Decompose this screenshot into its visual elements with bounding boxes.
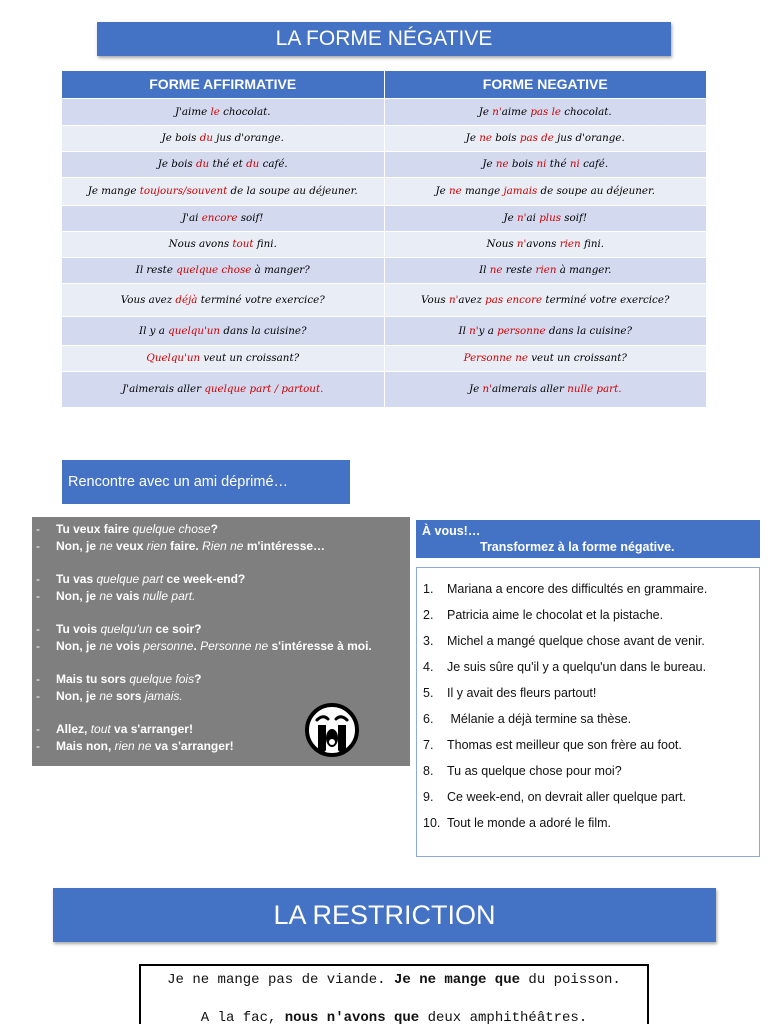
text-segment: J'ai — [182, 212, 202, 224]
item-number: 7. — [423, 738, 434, 752]
text-segment: le — [210, 105, 220, 118]
text-segment: quelque chose — [132, 522, 211, 536]
dialog-line — [32, 588, 402, 605]
text-segment: Je — [465, 132, 480, 144]
table-row — [62, 345, 706, 371]
text-segment: toujours/souvent — [139, 185, 228, 197]
text-segment: Non, je — [56, 639, 100, 653]
dialog-line — [32, 538, 402, 555]
text-segment: rien ne — [114, 739, 152, 753]
text-segment: bois — [508, 158, 537, 170]
text-segment: à manger. — [556, 264, 612, 276]
text-segment: ai — [526, 212, 540, 224]
list-item — [423, 786, 759, 812]
dialog-line — [32, 638, 402, 655]
text-segment: aime — [501, 105, 531, 118]
text-segment: Je ne mange pas de viande. — [167, 972, 394, 988]
text-segment: ce week-end? — [163, 572, 246, 586]
text-segment: . — [193, 639, 201, 653]
text-segment: fini. — [253, 238, 277, 250]
text-segment: chocolat. — [561, 105, 612, 118]
text-segment: Mais non, — [56, 739, 115, 753]
affirmative-cell — [62, 177, 384, 205]
exercise-header — [416, 520, 760, 558]
text-segment: Personne ne — [200, 639, 269, 653]
item-number: 9. — [423, 790, 434, 804]
exercise-list — [416, 567, 760, 857]
text-segment: A la fac, — [200, 1010, 285, 1024]
text-segment: ni — [569, 158, 580, 170]
text-segment: café. — [259, 158, 288, 170]
item-text: Michel a mangé quelque chose avant de venir. — [447, 634, 705, 648]
text-segment: nous n'avons que — [284, 1010, 420, 1024]
table-row — [62, 98, 706, 125]
text-segment: rien — [146, 539, 167, 553]
text-segment: m'intéresse… — [243, 539, 326, 553]
item-text: Mélanie a déjà termine sa thèse. — [447, 712, 632, 726]
affirmative-cell — [62, 283, 384, 316]
text-segment: fini. — [580, 238, 605, 250]
text-segment: J'aime — [174, 105, 211, 118]
affirmative-cell — [62, 98, 384, 125]
text-segment: n' — [469, 324, 479, 337]
text-segment: ? — [194, 672, 202, 686]
text-segment: Rien ne — [202, 539, 244, 553]
text-segment: Tu veux faire — [56, 522, 133, 536]
negative-cell — [384, 345, 706, 371]
table-row — [62, 257, 706, 283]
text-segment: nulle part. — [567, 383, 622, 396]
table-row — [62, 231, 706, 257]
item-number: 3. — [423, 634, 434, 648]
list-item — [423, 578, 759, 604]
table-row — [62, 125, 706, 151]
table-row — [62, 151, 706, 177]
text-segment: de la soupe au déjeuner. — [227, 185, 358, 197]
text-segment: quelqu'un — [168, 324, 221, 337]
list-item — [423, 656, 759, 682]
text-segment: faire. — [166, 539, 203, 553]
negative-cell — [384, 371, 706, 407]
item-number: 6. — [423, 712, 434, 726]
item-text: Ce week-end, on devrait aller quelque part. — [447, 790, 687, 804]
text-segment: Je — [503, 212, 517, 224]
text-segment: Je bois — [161, 132, 200, 144]
text-segment: personne — [497, 324, 546, 337]
text-segment: Tu vas — [56, 572, 97, 586]
text-segment: Je bois — [157, 158, 196, 170]
text-segment: tout — [90, 722, 111, 736]
negation-table — [62, 71, 706, 407]
text-segment: ne — [448, 185, 462, 197]
text-segment: soif! — [237, 212, 264, 224]
text-segment: bois — [491, 132, 520, 144]
text-segment: quelqu'un — [100, 622, 153, 636]
negative-cell — [384, 177, 706, 205]
text-segment: n' — [517, 212, 527, 224]
text-segment: Nous avons — [168, 238, 233, 250]
affirmative-cell — [62, 231, 384, 257]
page-title: LA FORME NÉGATIVE — [97, 22, 671, 56]
text-segment: n' — [492, 105, 502, 118]
text-segment: Quelqu'un — [146, 352, 201, 364]
list-item — [423, 734, 759, 760]
affirmative-cell — [62, 205, 384, 231]
text-segment: n' — [516, 238, 527, 250]
text-segment: ne — [479, 132, 492, 144]
text-segment: vois — [112, 639, 144, 653]
text-segment: Je — [435, 185, 449, 197]
text-segment: Je — [482, 158, 496, 170]
text-segment: J'aimerais aller — [122, 383, 205, 396]
text-segment: va s'arranger! — [110, 722, 193, 736]
text-segment: Nous — [486, 238, 517, 250]
text-segment: terminé votre exercice? — [542, 293, 670, 306]
table-body — [62, 98, 706, 407]
negative-cell — [384, 151, 706, 177]
text-segment: Il reste — [135, 264, 177, 276]
text-segment: n' — [448, 293, 459, 306]
text-segment: quelque chose — [176, 264, 252, 276]
text-segment: chocolat. — [219, 105, 271, 118]
negative-cell — [384, 257, 706, 283]
affirmative-cell — [62, 345, 384, 371]
text-segment: du — [246, 158, 260, 170]
text-segment: Non, je — [56, 589, 100, 603]
list-item — [423, 604, 759, 630]
list-item — [423, 812, 759, 838]
text-segment: avez — [458, 293, 486, 306]
text-segment: Je — [478, 105, 493, 118]
dialog-line — [32, 671, 402, 688]
restriction-line — [141, 969, 647, 1007]
text-segment: déjà — [175, 293, 198, 306]
text-segment: du poisson. — [520, 972, 621, 988]
text-segment: Je mange — [87, 185, 140, 197]
text-segment: ? — [210, 522, 218, 536]
text-segment: ne — [99, 639, 113, 653]
text-segment: thé — [546, 158, 570, 170]
text-segment: terminé votre exercice? — [197, 293, 325, 306]
item-number: 1. — [423, 582, 434, 596]
text-segment: du — [195, 158, 210, 170]
text-segment: ne — [495, 158, 509, 170]
negative-cell — [384, 283, 706, 316]
text-segment: Vous avez — [120, 293, 176, 306]
text-segment: pas encore — [485, 293, 543, 306]
restriction-line — [141, 1007, 647, 1024]
text-segment: personne — [143, 639, 194, 653]
text-segment: à manger? — [251, 264, 310, 276]
text-segment: rien — [535, 264, 557, 276]
text-segment: tout — [232, 238, 254, 250]
dialog-spacer — [32, 655, 402, 671]
list-item — [423, 760, 759, 786]
text-segment: Non, je — [56, 539, 100, 553]
text-segment: nulle part. — [142, 589, 196, 603]
text-segment: n' — [482, 383, 492, 396]
text-segment: quelque part / partout. — [204, 383, 324, 396]
affirmative-cell — [62, 371, 384, 407]
text-segment: Il — [479, 264, 490, 276]
text-segment: quelque fois — [129, 672, 195, 686]
item-number: 10. — [423, 816, 441, 830]
table-row — [62, 316, 706, 345]
item-text: Il y avait des fleurs partout! — [447, 686, 597, 700]
restriction-box — [139, 964, 649, 1024]
text-segment: jus d'orange. — [553, 132, 625, 144]
item-text: Tout le monde a adoré le film. — [447, 816, 611, 830]
text-segment: Je — [469, 383, 483, 396]
dialog-spacer — [32, 605, 402, 621]
text-segment: ne — [99, 589, 113, 603]
table-row — [62, 177, 706, 205]
text-segment: deux amphithéâtres. — [419, 1010, 588, 1024]
text-segment: de soupe au déjeuner. — [537, 185, 656, 197]
item-text: Je suis sûre qu'il y a quelqu'un dans le bureau. — [447, 660, 707, 674]
item-number: 4. — [423, 660, 434, 674]
text-segment: sors — [112, 689, 145, 703]
header-affirmative: FORME AFFIRMATIVE — [62, 71, 384, 98]
text-segment: ne — [99, 689, 113, 703]
exercise-title: À vous!… — [422, 524, 481, 538]
affirmative-cell — [62, 316, 384, 345]
item-text: Patricia aime le chocolat et la pistache. — [447, 608, 664, 622]
list-item — [423, 708, 759, 734]
negative-cell — [384, 316, 706, 345]
affirmative-cell — [62, 125, 384, 151]
text-segment: avons — [526, 238, 560, 250]
dialog-title: Rencontre avec un ami déprimé… — [62, 460, 350, 504]
text-segment: dans la cuisine? — [220, 324, 307, 337]
text-segment: mange — [461, 185, 504, 197]
negative-cell — [384, 98, 706, 125]
text-segment: vais — [112, 589, 143, 603]
list-item — [423, 630, 759, 656]
item-number: 2. — [423, 608, 434, 622]
text-segment: quelque part — [96, 572, 164, 586]
text-segment: Il y a — [139, 324, 169, 337]
negative-cell — [384, 205, 706, 231]
text-segment: thé et — [209, 158, 247, 170]
negative-cell — [384, 125, 706, 151]
text-segment: jus d'orange. — [212, 132, 284, 144]
text-segment: Tu vois — [56, 622, 101, 636]
text-segment: encore — [201, 212, 238, 224]
item-text: Thomas est meilleur que son frère au foot. — [447, 738, 682, 752]
table-row — [62, 205, 706, 231]
text-segment: ni — [536, 158, 547, 170]
dialog-line — [32, 621, 402, 638]
item-number: 8. — [423, 764, 434, 778]
text-segment: dans la cuisine? — [545, 324, 632, 337]
negative-cell — [384, 231, 706, 257]
text-segment: plus — [539, 212, 561, 224]
text-segment: soif! — [561, 212, 587, 224]
table-header-row — [62, 71, 706, 98]
item-text: Mariana a encore des difficultés en grammaire. — [447, 582, 708, 596]
dialog-line — [32, 571, 402, 588]
list-item — [423, 682, 759, 708]
affirmative-cell — [62, 257, 384, 283]
text-segment: pas — [530, 105, 549, 118]
exercise-subtitle: Transformez à la forme négative. — [480, 540, 675, 554]
text-segment: rien — [559, 238, 581, 250]
item-text: Tu as quelque chose pour moi? — [447, 764, 622, 778]
header-negative: FORME NEGATIVE — [384, 71, 706, 98]
text-segment: Vous — [421, 293, 449, 306]
text-segment: veut un croissant? — [527, 352, 627, 364]
crying-face-icon — [304, 700, 360, 758]
text-segment: pas de — [519, 132, 554, 144]
dialog-spacer — [32, 555, 402, 571]
text-segment: Je ne mange que — [393, 972, 521, 988]
text-segment: aimerais aller — [491, 383, 568, 396]
dialog-line — [32, 521, 402, 538]
text-segment: Non, je — [56, 689, 100, 703]
text-segment: jamais — [503, 185, 538, 197]
text-segment: veux — [112, 539, 147, 553]
text-segment: veut un croissant? — [200, 352, 300, 364]
text-segment: du — [199, 132, 213, 144]
table-row — [62, 371, 706, 407]
text-segment: Il — [458, 324, 470, 337]
text-segment: Allez, — [56, 722, 91, 736]
section-title-restriction: LA RESTRICTION — [53, 888, 716, 942]
text-segment: y a — [478, 324, 498, 337]
text-segment: ne — [489, 264, 503, 276]
text-segment: ce soir? — [152, 622, 202, 636]
text-segment: ne — [99, 539, 113, 553]
text-segment: le — [551, 105, 562, 118]
text-segment: café. — [579, 158, 609, 170]
text-segment: va s'arranger! — [151, 739, 234, 753]
text-segment: Personne ne — [463, 352, 528, 364]
text-segment: s'intéresse à moi. — [268, 639, 372, 653]
text-segment: jamais. — [144, 689, 183, 703]
table-row — [62, 283, 706, 316]
text-segment: Mais tu sors — [56, 672, 130, 686]
item-number: 5. — [423, 686, 434, 700]
affirmative-cell — [62, 151, 384, 177]
text-segment: reste — [502, 264, 536, 276]
